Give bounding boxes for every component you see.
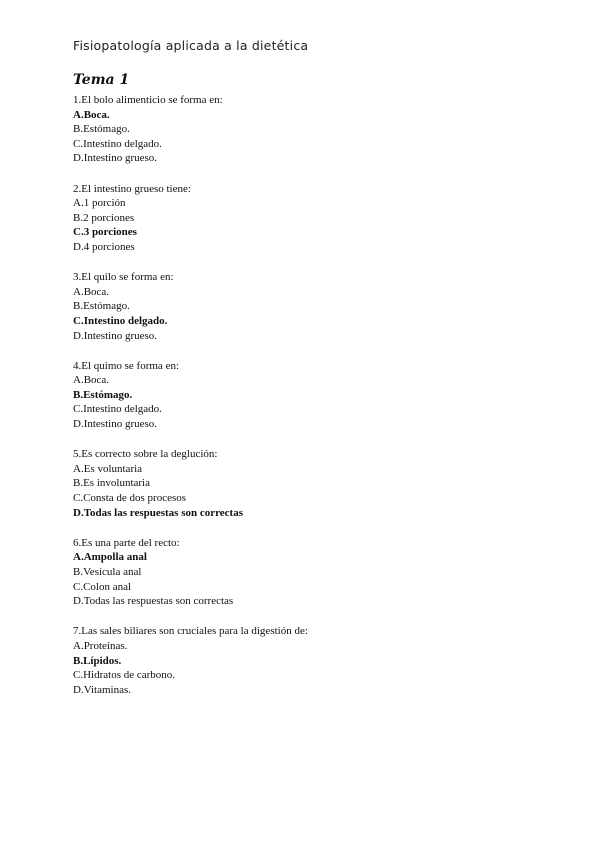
question-text: 7.Las sales biliares son cruciales para la digestión de: — [73, 625, 308, 638]
answer-option: B.Vesícula anal — [73, 566, 142, 578]
answer-option: C.Hidratos de carbono. — [73, 669, 176, 682]
answer-option: B.Lípidos. — [73, 654, 122, 667]
answer-option: C.Consta de dos procesos — [73, 492, 187, 505]
question-text: 5.Es correcto sobre la deglución: — [73, 448, 218, 461]
question-block — [73, 536, 553, 609]
answer-option: C.Intestino delgado. — [73, 137, 162, 150]
question-block — [73, 359, 553, 432]
answer-option: A.Boca. — [73, 108, 110, 121]
answer-option: A.Proteínas. — [73, 639, 128, 652]
answer-option: D.Todas las respuestas son correctas — [73, 595, 234, 608]
answer-option: A.Boca. — [73, 374, 110, 387]
page-header-title: Fisiopatología aplicada a la dietética — [73, 38, 309, 53]
question-block — [73, 270, 553, 343]
answer-option: D.Todas las respuestas son correctas — [73, 506, 244, 519]
answer-option: B.Estómago. — [73, 300, 130, 313]
answer-option: D.Intestino grueso. — [73, 418, 158, 431]
answer-option: D.4 porciones — [73, 240, 135, 253]
answer-option: D.Intestino grueso. — [73, 329, 158, 342]
section-title: Tema 1 — [73, 72, 130, 88]
question-block — [73, 182, 553, 255]
answer-option: C.Intestino delgado. — [73, 403, 162, 416]
answer-option: B.Estómago. — [73, 123, 130, 136]
answer-option: C.Colon anal — [73, 580, 132, 593]
answer-option: D.Vitaminas. — [73, 683, 131, 696]
answer-option: A.Es voluntaria — [73, 462, 143, 475]
answer-option: B.Estómago. — [73, 388, 133, 401]
question-text: 4.El quimo se forma en: — [73, 359, 180, 372]
answer-option: A.1 porción — [73, 197, 126, 210]
answer-option: B.2 porciones — [73, 211, 135, 224]
question-block — [73, 447, 553, 520]
question-block — [73, 624, 553, 697]
answer-option: A.Ampolla anal — [73, 551, 147, 564]
question-text: 1.El bolo alimenticio se forma en: — [73, 94, 223, 106]
question-text: 3.El quilo se forma en: — [73, 271, 174, 284]
answer-option: C.3 porciones — [73, 226, 137, 239]
question-list — [73, 93, 553, 713]
answer-option: D.Intestino grueso. — [73, 152, 158, 165]
question-text: 6.Es una parte del recto: — [73, 536, 180, 549]
question-block — [73, 93, 553, 166]
question-text: 2.El intestino grueso tiene: — [73, 182, 191, 195]
answer-option: C.Intestino delgado. — [73, 314, 168, 327]
answer-option: A.Boca. — [73, 285, 110, 298]
answer-option: B.Es involuntaria — [73, 477, 150, 490]
